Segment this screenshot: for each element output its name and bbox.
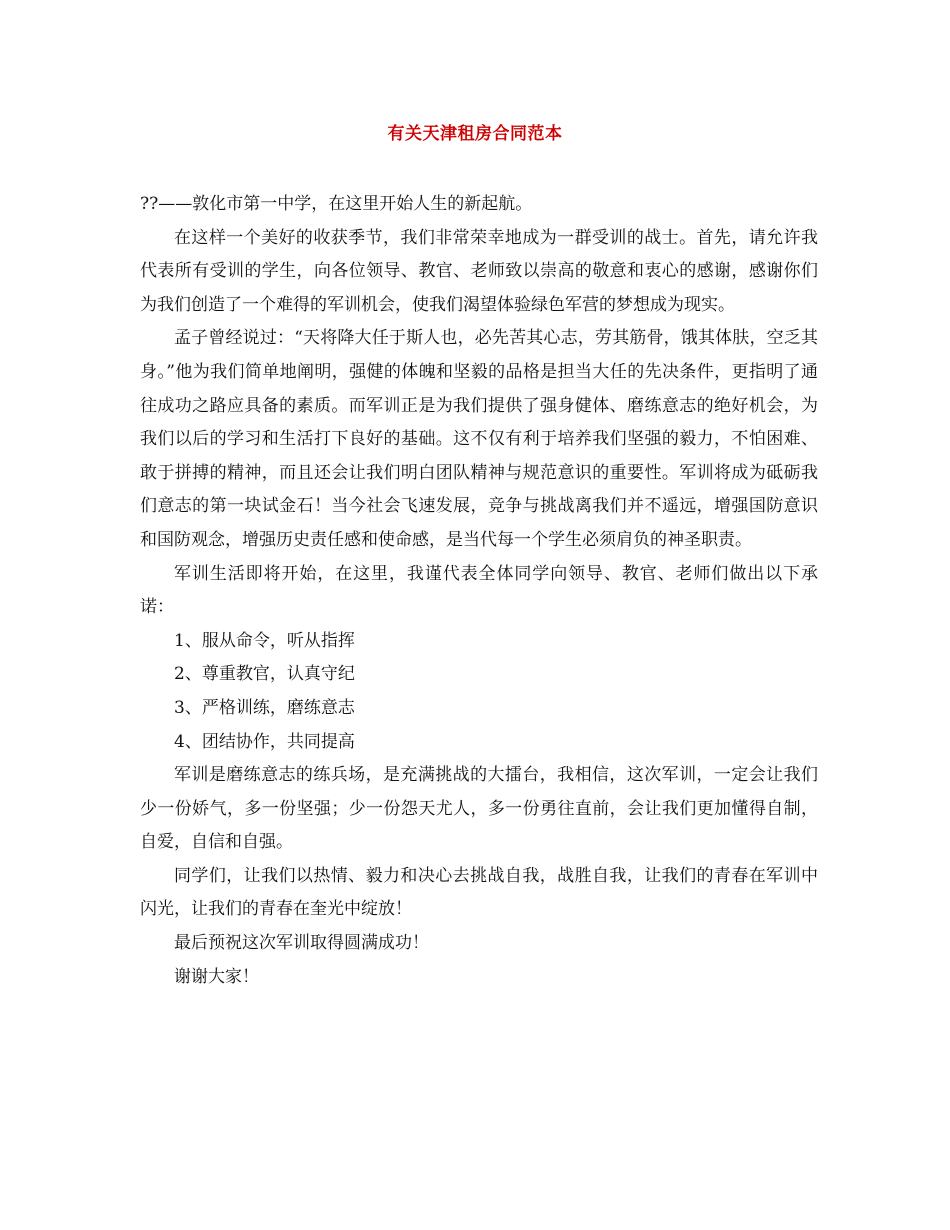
document-title: 有关天津租房合同范本 [387, 124, 563, 144]
paragraph-promise-intro: 军训生活即将开始，在这里，我谨代表全体同学向领导、教官、老师们做出以下承诺： [140, 563, 818, 618]
promise-item: 1、服从命令，听从指挥 [174, 630, 355, 651]
opening-line: ??——敦化市第一中学，在这里开始人生的新起航。 [140, 194, 533, 214]
promise-item: 2、尊重教官，认真守纪 [174, 664, 355, 685]
paragraph-training-field: 军训是磨练意志的练兵场，是充满挑战的大擂台，我相信，这次军训，一定会让我们少一份娇气，多一份坚强；少一份怨天尤人，多一份勇往直前，会让我们更加懂得自制，自爱，自信和自强。 [140, 765, 818, 853]
paragraph-wishes: 最后预祝这次军训取得圆满成功！ [174, 933, 429, 954]
promise-item: 4、团结协作，共同提高 [174, 731, 355, 752]
paragraph-mencius: 孟子曾经说过：“天将降大任于斯人也，必先苦其心志，劳其筋骨，饿其体肤，空乏其身。”他为我们简单地阐明，强健的体魄和坚毅的品格是担当大任的先决条件，更指明了通往成功之路应具备的素质。而军训正是为我们提供了强身健体、磨练意志的绝好机会，为我们以后的学习和生活打下良好的基础。这不仅有利于培养我们坚强的毅力，不怕困难、敢于拼搏的精神，而且还会让我们明白团队精神与规范意识的重要性。军训将成为砥砺我们意志的第一块试金石！当今社会飞速发展，竞争与挑战离我们并不遥远，增强国防意识和国防观念，增强历史责任感和使命感，是当代每一个学生必须肩负的神圣职责。 [140, 328, 818, 550]
promise-item: 3、严格训练，磨练意志 [174, 697, 355, 718]
paragraph-thanks: 谢谢大家！ [174, 966, 259, 987]
paragraph-gratitude: 在这样一个美好的收获季节，我们非常荣幸地成为一群受训的战士。首先，请允许我代表所有受训的学生，向各位领导、教官、老师致以崇高的敬意和衷心的感谢，感谢你们为我们创造了一个难得的军训机会，使我们渴望体验绿色军营的梦想成为现实。 [140, 227, 818, 315]
paragraph-challenge: 同学们，让我们以热情、毅力和决心去挑战自我，战胜自我，让我们的青春在军训中闪光，让我们的青春在奎光中绽放！ [140, 865, 818, 920]
document-body [140, 188, 818, 994]
